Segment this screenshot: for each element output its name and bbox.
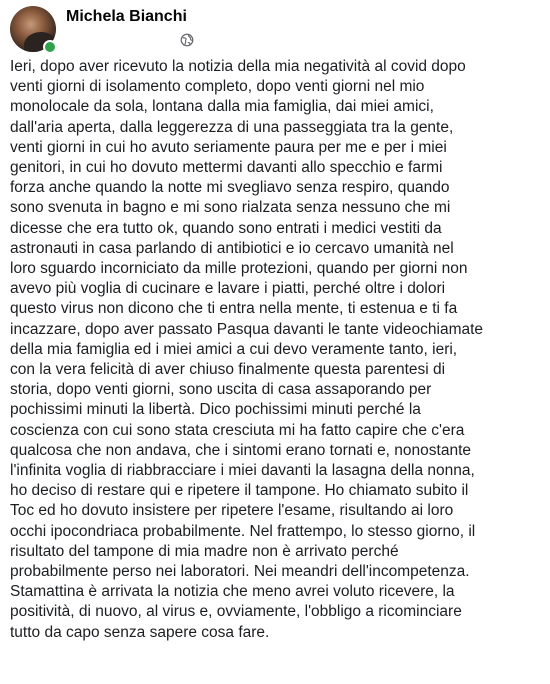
post-text-line: della mia famiglia ed i miei amici a cui devo veramente tanto, ieri, xyxy=(10,340,458,358)
post-text-line: coscienza con cui sono stata cresciuta mi ha fatto capire che c'era xyxy=(10,421,465,439)
post-text-line: con la vera felicità di aver chiuso finalmente questa parentesi di xyxy=(10,361,446,379)
author-name[interactable]: Michela Bianchi xyxy=(66,8,187,25)
post-text-line: venti giorni di isolamento completo, dopo venti giorni nel mio xyxy=(10,78,425,96)
post-text-line: venti giorni in cui ho avuto seriamente paura per me e per i miei xyxy=(10,138,447,156)
online-status-dot xyxy=(43,40,57,54)
post-text-line: pochissimi minuti la libertà. Dico pochissimi minuti perché la xyxy=(10,401,421,419)
post-text-line: sono svenuta in bagno e mi sono rialzata senza nessuno che mi xyxy=(10,199,451,217)
post-text-line: forza anche quando la notte mi svegliavo senza respiro, quando xyxy=(10,179,450,197)
post-text-line: dall'aria aperta, dalla leggerezza di una passeggiata tra la gente, xyxy=(10,118,454,136)
post-text-line: monolocale da sola, lontana dalla mia famiglia, dai miei amici, xyxy=(10,98,434,116)
post-text-line: loro sguardo incorniciato da mille protezioni, quando per giorni non xyxy=(10,260,468,278)
post-text-line: occhi ipocondriaca probabilmente. Nel frattempo, lo stesso giorno, il xyxy=(10,522,476,540)
post-text-line: tutto da capo senza sapere cosa fare. xyxy=(10,623,270,641)
post-text-line: qualcosa che non andava, che i sintomi erano tornati e, nonostante xyxy=(10,441,472,459)
post-text-line: questo virus non dicono che ti entra nella mente, ti estenua e ti fa xyxy=(10,300,458,318)
post-text-line: probabilmente perso nei laboratori. Nei meandri dell'incompetenza. xyxy=(10,563,470,581)
post-text-line: risultato del tampone di mia madre non è arrivato perché xyxy=(10,542,399,560)
globe-icon[interactable] xyxy=(180,33,194,47)
post-text-line: dicesse che era tutto ok, quando sono entrati i medici vestiti da xyxy=(10,219,442,237)
post-text-line: Toc ed ho dovuto insistere per ripetere l'esame, risultando ai loro xyxy=(10,502,454,520)
post-text-line: Stamattina è arrivata la notizia che meno avrei voluto ricevere, la xyxy=(10,583,455,601)
post-text-line: positività, di nuovo, al virus e, ovviamente, l'obbligo a ricominciare xyxy=(10,603,462,621)
post-text-line: ho deciso di restare qui e ripetere il tampone. Ho chiamato subito il xyxy=(10,482,469,500)
post-text-line: l'infinita voglia di riabbracciare i miei davanti la lasagna della nonna, xyxy=(10,462,475,480)
post-text-line: Ieri, dopo aver ricevuto la notizia della mia negatività al covid dopo xyxy=(10,58,466,75)
post-text-line: storia, dopo venti giorni, sono uscita di casa assaporando per xyxy=(10,381,432,399)
post-text-line: genitori, in cui ho dovuto mettermi davanti allo specchio e farmi xyxy=(10,159,443,177)
post-text-line: avevo più voglia di cucinare e lavare i piatti, perché oltre i dolori xyxy=(10,280,446,298)
post-text xyxy=(10,57,548,643)
post-text-line: astronauti in casa parlando di antibiotici e io cercavo umanità nel xyxy=(10,239,454,257)
post-text-line: incazzare, dopo aver passato Pasqua davanti le tante videochiamate xyxy=(10,320,484,338)
